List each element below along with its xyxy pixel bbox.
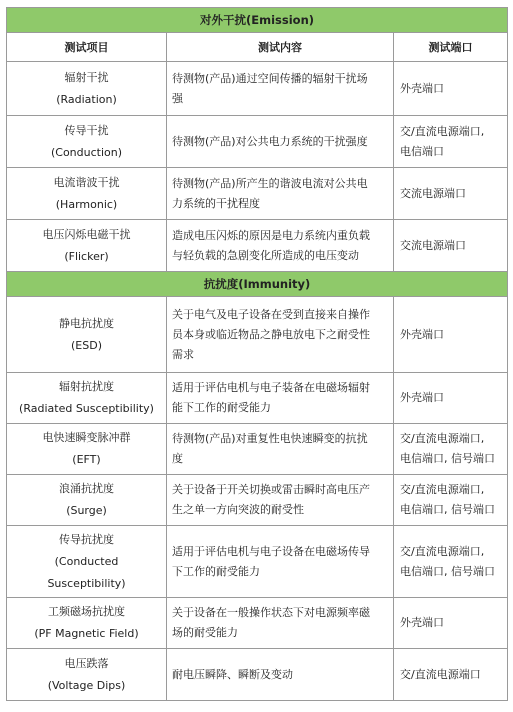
content-line: 待测物(产品)所产生的谐波电流对公共电 <box>172 176 368 190</box>
test-port-cell <box>394 598 508 649</box>
column-header-item: 测试项目 <box>7 33 167 62</box>
content-line: 员本身或临近物品之静电放电下之耐受性 <box>172 327 370 341</box>
table-row <box>7 424 508 475</box>
test-item-cell <box>7 373 167 424</box>
content-line: 力系统的干扰程度 <box>172 196 260 210</box>
test-item-english: (Surge) <box>66 504 107 517</box>
test-item-cell <box>7 220 167 272</box>
port-line: 交/直流电源端口, <box>400 432 485 445</box>
test-item-name: 辐射抗扰度 <box>59 380 114 393</box>
table-row <box>7 220 508 272</box>
section-header-immunity <box>7 272 508 297</box>
table-row <box>7 62 508 116</box>
test-item-cell <box>7 526 167 598</box>
content-line: 待测物(产品)对重复性电快速瞬变的抗扰 <box>172 432 368 445</box>
port-line: 交/直流电源端口 <box>400 667 481 681</box>
content-line: 度 <box>172 452 183 465</box>
table-row <box>7 649 508 701</box>
test-item-name: 浪涌抗扰度 <box>59 482 114 495</box>
content-line: 适用于评估电机与电子设备在电磁场传导 <box>172 544 370 558</box>
content-line: 造成电压闪烁的原因是电力系统内重负载 <box>172 228 370 242</box>
port-line: 交/直流电源端口, <box>400 124 485 138</box>
test-item-english: (ESD) <box>71 338 102 352</box>
test-item-name: 传导干扰 <box>64 123 109 137</box>
test-item-name: 传导抗扰度 <box>59 532 114 546</box>
table-row <box>7 526 508 598</box>
content-line: 耐电压瞬降、瞬断及变动 <box>172 667 293 681</box>
port-line: 电信端口, 信号端口 <box>400 452 495 465</box>
test-item-name: 电压闪烁电磁干扰 <box>42 227 131 241</box>
test-item-name: 静电抗扰度 <box>59 316 114 330</box>
test-content-cell <box>167 373 394 424</box>
emc-test-table <box>6 7 508 701</box>
port-line: 交/直流电源端口, <box>400 483 485 496</box>
test-item-english: (PF Magnetic Field) <box>34 627 139 640</box>
table-row <box>7 297 508 373</box>
test-content-cell <box>167 220 394 272</box>
test-content-cell <box>167 649 394 701</box>
test-item-english: (Radiated Susceptibility) <box>19 402 154 415</box>
test-port-cell <box>394 62 508 116</box>
port-line: 交流电源端口 <box>400 186 466 200</box>
port-line: 交/直流电源端口, <box>400 544 485 558</box>
test-item-english: (EFT) <box>72 453 101 466</box>
test-item-english: (Voltage Dips) <box>47 678 126 692</box>
content-line: 待测物(产品)通过空间传播的辐射干扰场 <box>172 71 368 85</box>
test-item-english: (Flicker) <box>64 249 109 263</box>
content-line: 适用于评估电机与电子装备在电磁场辐射 <box>172 381 370 394</box>
test-content-cell <box>167 116 394 168</box>
test-content-cell <box>167 62 394 116</box>
port-line: 外壳端口 <box>400 391 444 404</box>
test-port-cell <box>394 424 508 475</box>
table-row <box>7 168 508 220</box>
test-item-english: Susceptibility) <box>47 576 126 590</box>
table-row <box>7 116 508 168</box>
column-header-row <box>7 33 508 62</box>
test-port-cell <box>394 649 508 701</box>
test-item-cell <box>7 62 167 116</box>
content-line: 强 <box>172 91 183 105</box>
test-content-cell <box>167 168 394 220</box>
port-line: 电信端口, 信号端口 <box>400 503 495 516</box>
port-line: 外壳端口 <box>400 81 444 95</box>
content-line: 下工作的耐受能力 <box>172 564 260 578</box>
test-content-cell <box>167 424 394 475</box>
test-content-cell <box>167 297 394 373</box>
test-item-english: (Conduction) <box>50 145 123 159</box>
port-line: 电信端口 <box>400 144 444 158</box>
table-row <box>7 373 508 424</box>
column-header-port: 测试端口 <box>394 33 508 62</box>
test-item-name: 工频磁场抗扰度 <box>48 605 125 618</box>
test-item-name: 电压跌落 <box>64 656 109 670</box>
section-title: 抗扰度(Immunity) <box>7 272 508 297</box>
port-line: 交流电源端口 <box>400 238 466 252</box>
content-line: 需求 <box>172 347 194 361</box>
section-title: 对外干扰(Emission) <box>7 8 508 33</box>
content-line: 待测物(产品)对公共电力系统的干扰强度 <box>172 134 368 148</box>
test-item-cell <box>7 168 167 220</box>
port-line: 外壳端口 <box>400 327 444 341</box>
test-item-name: 电快速瞬变脉冲群 <box>42 431 131 444</box>
column-header-content: 测试内容 <box>167 33 394 62</box>
test-item-cell <box>7 116 167 168</box>
test-item-cell <box>7 424 167 475</box>
test-port-cell <box>394 168 508 220</box>
content-line: 关于设备于开关切换或雷击瞬时高电压产 <box>172 483 370 496</box>
content-line: 能下工作的耐受能力 <box>172 401 271 414</box>
port-line: 电信端口, 信号端口 <box>400 564 495 578</box>
test-item-english: (Harmonic) <box>55 197 118 211</box>
test-item-cell <box>7 297 167 373</box>
test-item-cell <box>7 475 167 526</box>
port-line: 外壳端口 <box>400 616 444 629</box>
test-port-cell <box>394 526 508 598</box>
test-port-cell <box>394 475 508 526</box>
test-item-cell <box>7 598 167 649</box>
content-line: 场的耐受能力 <box>172 626 238 639</box>
test-port-cell <box>394 297 508 373</box>
section-header-emission <box>7 8 508 33</box>
table-row <box>7 598 508 649</box>
test-item-name: 电流谐波干扰 <box>53 175 120 189</box>
test-content-cell <box>167 475 394 526</box>
test-port-cell <box>394 116 508 168</box>
test-item-cell <box>7 649 167 701</box>
test-port-cell <box>394 373 508 424</box>
test-item-name: 辐射干扰 <box>64 70 109 84</box>
content-line: 生之单一方向突波的耐受性 <box>172 503 304 516</box>
test-content-cell <box>167 526 394 598</box>
test-item-english: (Radiation) <box>56 92 117 106</box>
content-line: 关于设备在一般操作状态下对电源频率磁 <box>172 606 370 619</box>
test-item-english: (Conducted <box>54 554 119 568</box>
test-port-cell <box>394 220 508 272</box>
test-content-cell <box>167 598 394 649</box>
table-row <box>7 475 508 526</box>
content-line: 关于电气及电子设备在受到直接来自操作 <box>172 307 370 321</box>
content-line: 与轻负载的急剧变化所造成的电压变动 <box>172 248 359 262</box>
